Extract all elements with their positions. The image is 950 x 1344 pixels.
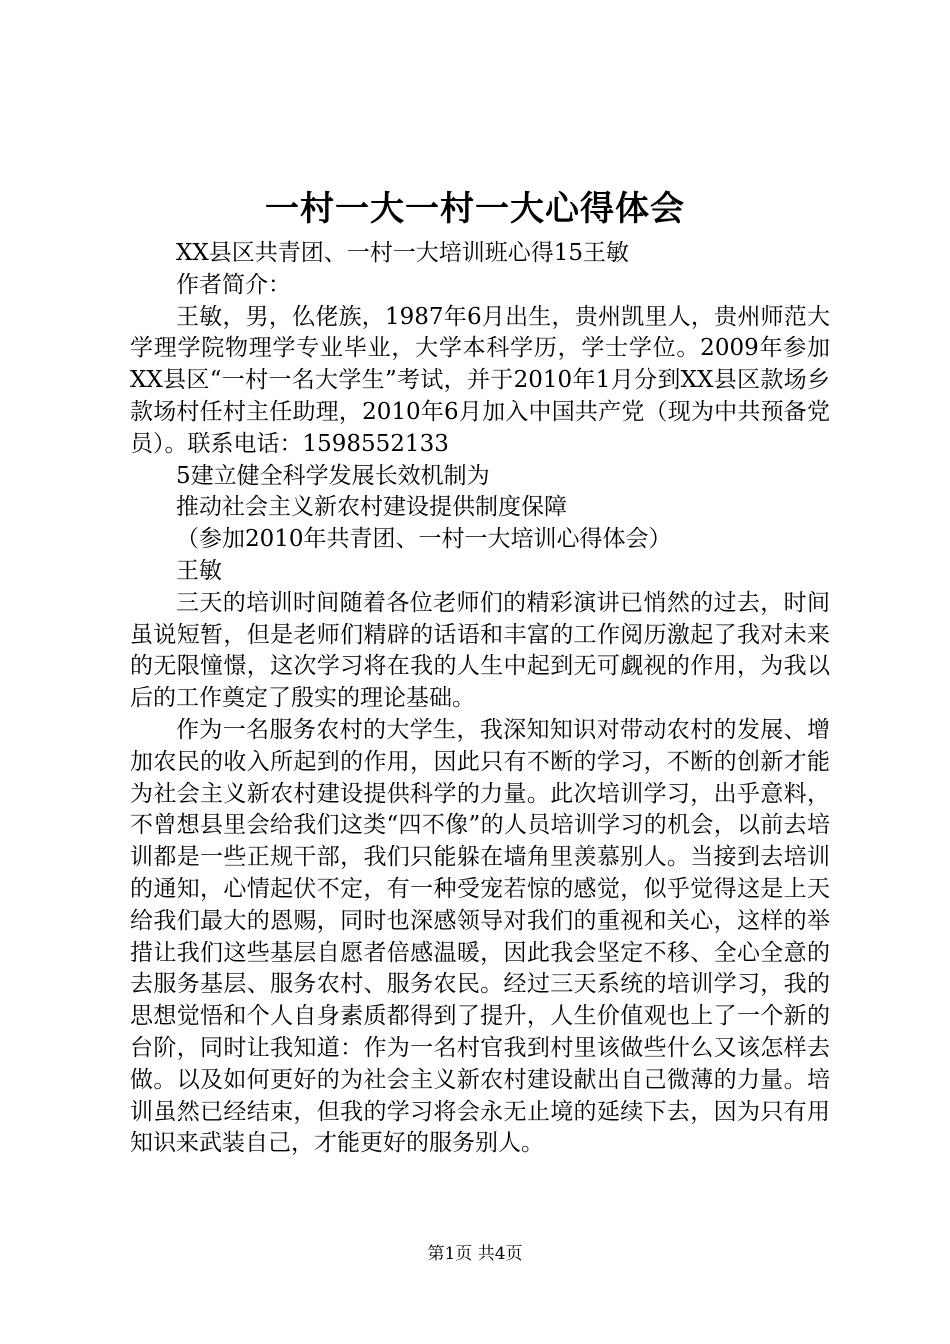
- paragraph-subtitle: XX县区共青团、一村一大培训班心得15王敏: [176, 240, 630, 266]
- document-title: 一村一大一村一大心得体会: [265, 189, 685, 229]
- paragraph-author-name: 王敏: [176, 557, 222, 584]
- paragraph-heading-line-2: 推动社会主义新农村建设提供制度保障: [176, 494, 567, 521]
- paragraph-author-intro-heading: 作者简介：: [176, 271, 291, 298]
- paragraph-body-1: 三天的培训时间随着各位老师们的精彩演讲已悄然的过去，时间虽说短暂，但是老师们精辟的话语和丰富的工作阅历激起了我对未来的无限憧憬，这次学习将在我的人生中起到无可觑视的作用，为我以后的工作奠定了殷实的理论基础。: [130, 589, 830, 712]
- page-footer: 第1页 共4页: [427, 1244, 523, 1264]
- document-body: [130, 238, 830, 1160]
- paragraph-heading-line-1: 5建立健全科学发展长效机制为: [176, 462, 490, 489]
- paragraph-author-bio: 王敏，男，仫佬族，1987年6月出生，贵州凯里人，贵州师范大学理学院物理学专业毕业，大学本科学历，学士学位。2009年参加XX县区“一村一名大学生”考试，并于2010年1月分到XX县区款场乡款场村任村主任助理，2010年6月加入中国共产党（现为中共预备党员）。联系电话：1598552133: [130, 303, 830, 457]
- paragraph-body-2: 作为一名服务农村的大学生，我深知知识对带动农村的发展、增加农民的收入所起到的作用，因此只有不断的学习，不断的创新才能为社会主义新农村建设提供科学的力量。此次培训学习，出乎意料，不曾想县里会给我们这类“四不像”的人员培训学习的机会，以前去培训都是一些正规干部，我们只能躲在墙角里羡慕别人。当接到去培训的通知，心情起伏不定，有一种受宠若惊的感觉，似乎觉得这是上天给我们最大的恩赐，同时也深感领导对我们的重视和关心，这样的举措让我们这些基层自愿者倍感温暖，因此我会坚定不移、全心全意的去服务基层、服务农村、服务农民。经过三天系统的培训学习，我的思想觉悟和个人自身素质都得到了提升，人生价值观也上了一个新的台阶，同时让我知道：作为一名村官我到村里该做些什么又该怎样去做。以及如何更好的为社会主义新农村建设献出自己微薄的力量。培训虽然已经结束，但我的学习将会永无止境的延续下去，因为只有用知识来武装自己，才能更好的服务别人。: [130, 716, 830, 1157]
- paragraph-heading-note: （参加2010年共青团、一村一大培训心得体会）: [176, 526, 672, 553]
